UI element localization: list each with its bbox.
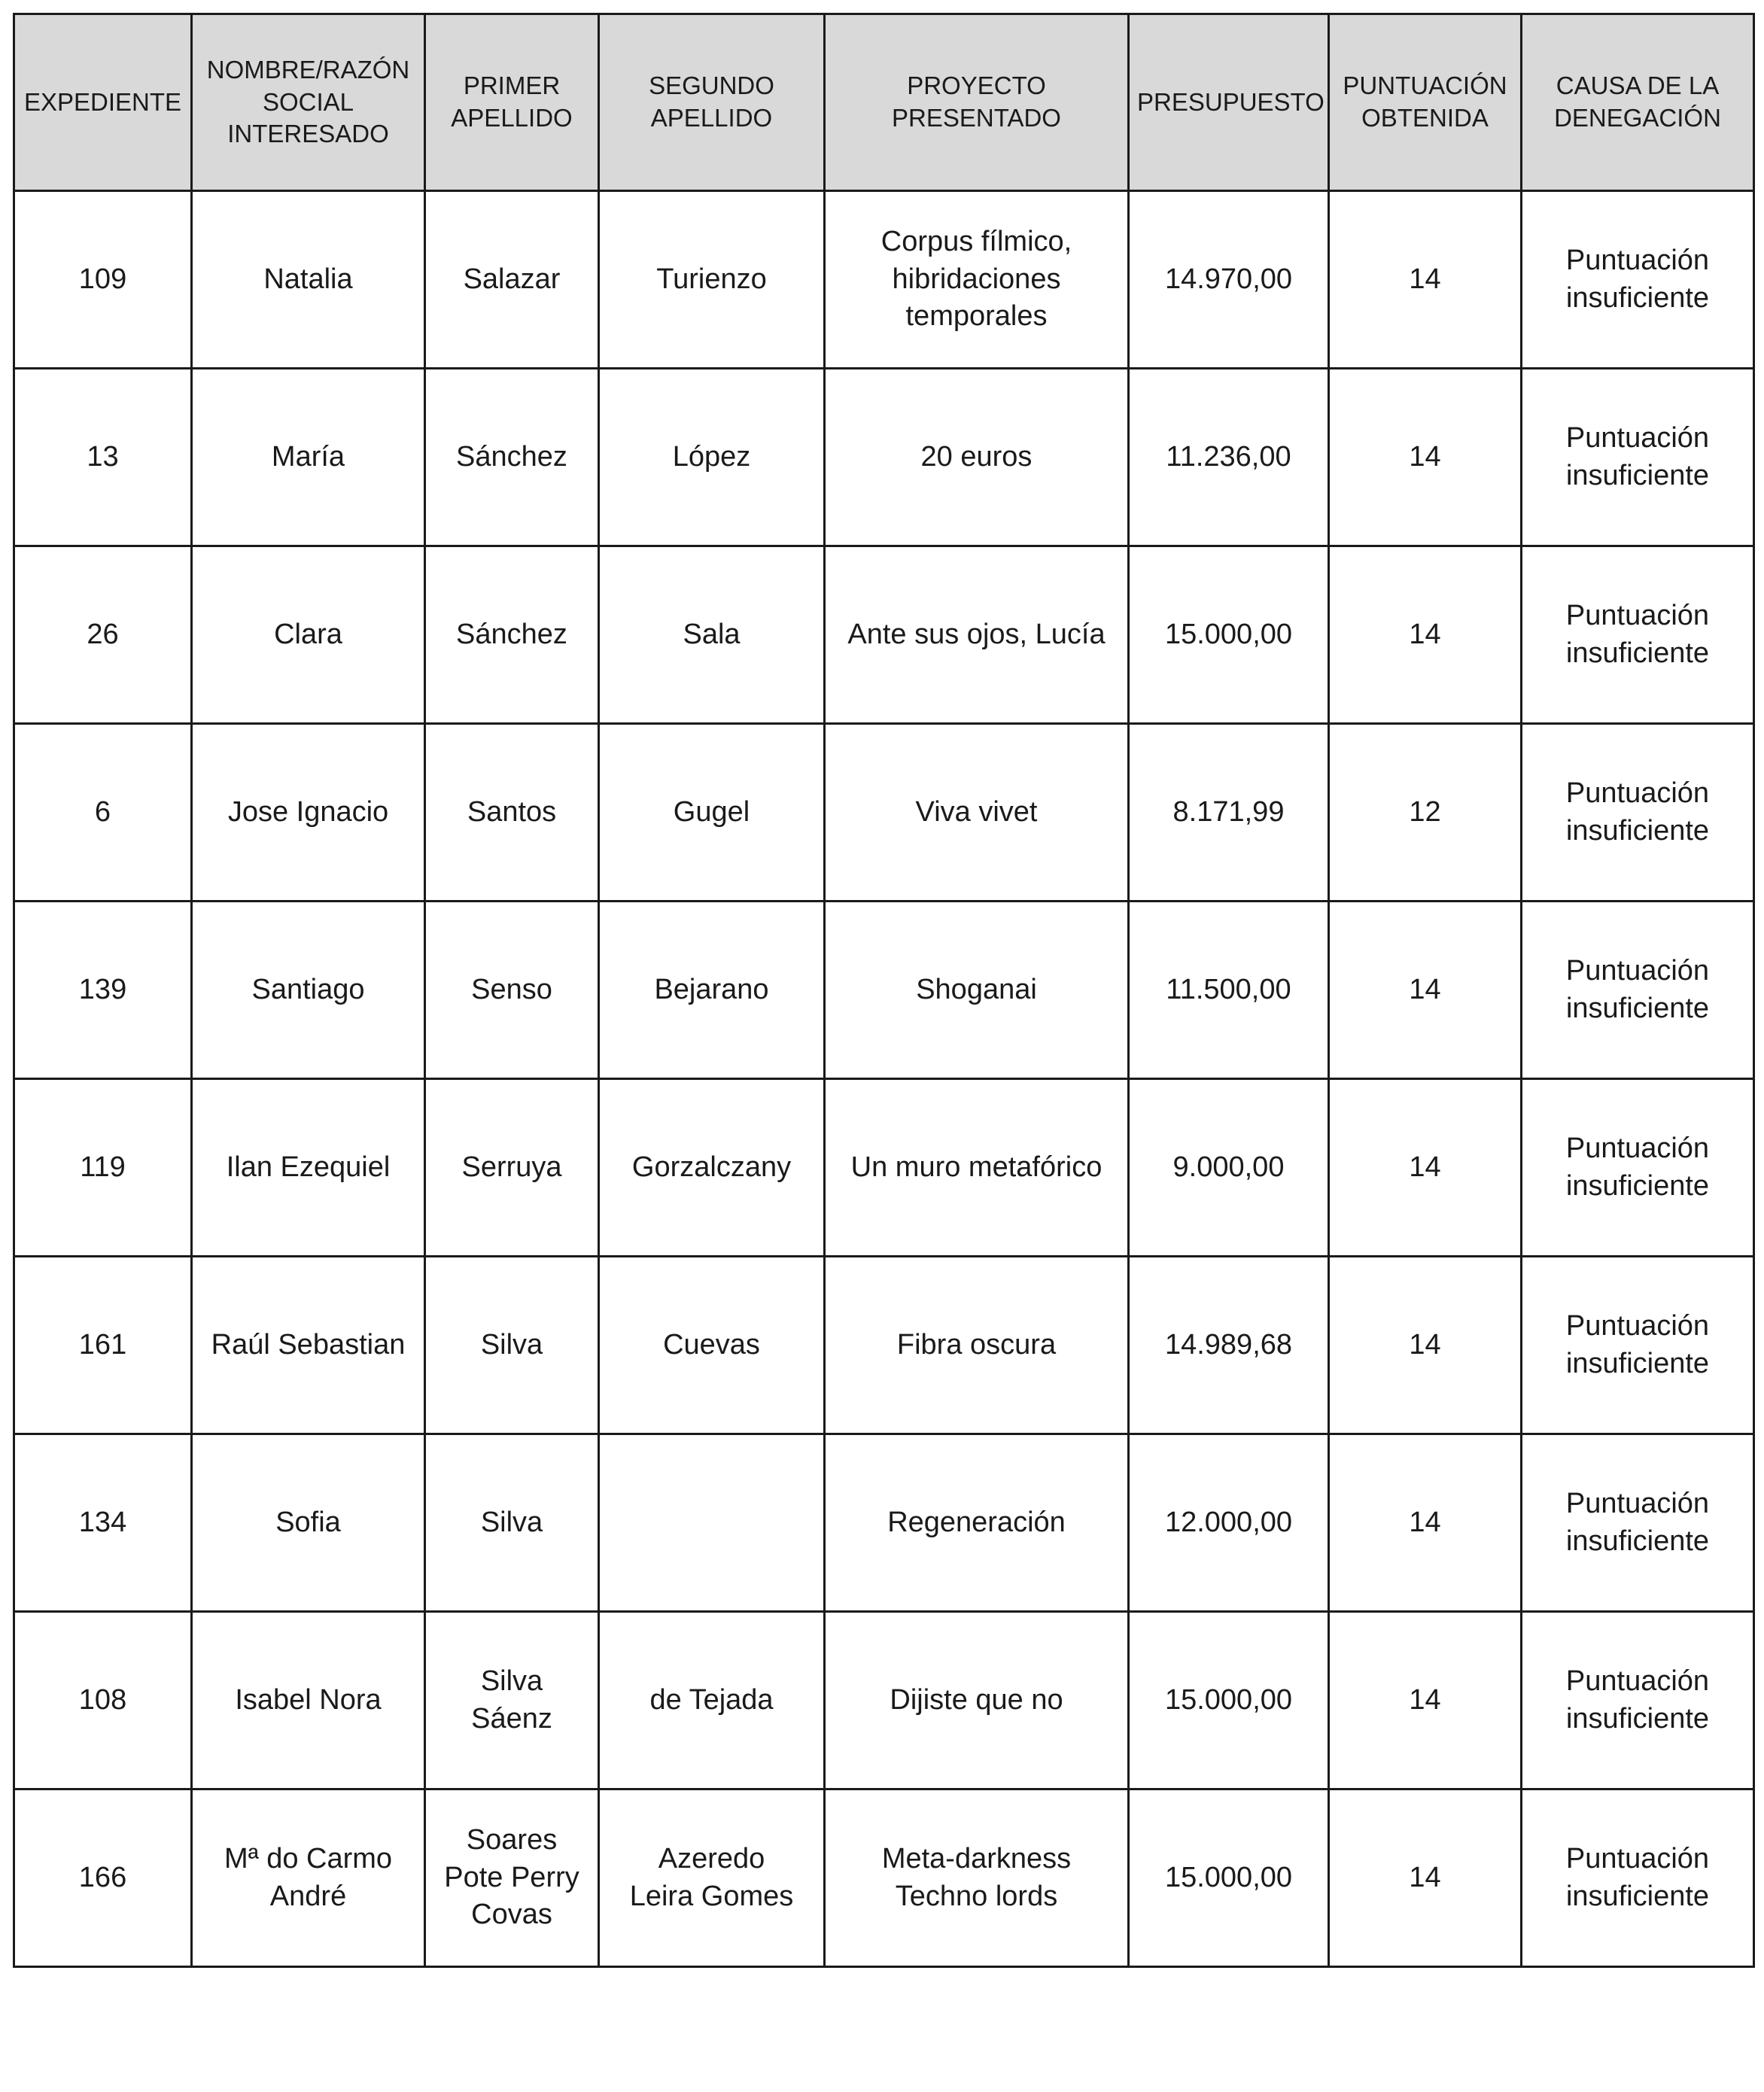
table-row bbox=[14, 724, 1754, 902]
table-row bbox=[14, 1612, 1754, 1789]
cell-causa: Puntuación insuficiente bbox=[1522, 1079, 1754, 1257]
cell-primer-apellido: Sánchez bbox=[425, 369, 599, 546]
cell-segundo-apellido: Sala bbox=[599, 546, 825, 724]
header-segundo-apellido: SEGUNDO APELLIDO bbox=[599, 14, 825, 191]
cell-presupuesto: 11.500,00 bbox=[1129, 902, 1329, 1079]
cell-proyecto: Meta-darkness Techno lords bbox=[825, 1789, 1129, 1967]
cell-primer-apellido: Soares Pote Perry Covas bbox=[425, 1789, 599, 1967]
cell-puntuacion: 14 bbox=[1329, 1612, 1522, 1789]
cell-expediente: 119 bbox=[14, 1079, 192, 1257]
header-puntuacion: PUNTUACIÓN OBTENIDA bbox=[1329, 14, 1522, 191]
cell-segundo-apellido: Bejarano bbox=[599, 902, 825, 1079]
cell-expediente: 166 bbox=[14, 1789, 192, 1967]
cell-presupuesto: 9.000,00 bbox=[1129, 1079, 1329, 1257]
cell-puntuacion: 14 bbox=[1329, 1257, 1522, 1434]
cell-presupuesto: 8.171,99 bbox=[1129, 724, 1329, 902]
table-row bbox=[14, 1434, 1754, 1612]
cell-nombre: Mª do Carmo André bbox=[192, 1789, 425, 1967]
cell-expediente: 109 bbox=[14, 191, 192, 369]
header-nombre: NOMBRE/RAZÓN SOCIAL INTERESADO bbox=[192, 14, 425, 191]
table-row bbox=[14, 1789, 1754, 1967]
cell-puntuacion: 14 bbox=[1329, 902, 1522, 1079]
cell-nombre: Ilan Ezequiel bbox=[192, 1079, 425, 1257]
cell-primer-apellido: Silva Sáenz bbox=[425, 1612, 599, 1789]
cell-puntuacion: 14 bbox=[1329, 191, 1522, 369]
denials-table bbox=[13, 13, 1755, 1968]
cell-expediente: 161 bbox=[14, 1257, 192, 1434]
cell-proyecto: Ante sus ojos, Lucía bbox=[825, 546, 1129, 724]
cell-primer-apellido: Salazar bbox=[425, 191, 599, 369]
cell-expediente: 13 bbox=[14, 369, 192, 546]
cell-nombre: Raúl Sebastian bbox=[192, 1257, 425, 1434]
cell-presupuesto: 11.236,00 bbox=[1129, 369, 1329, 546]
cell-causa: Puntuación insuficiente bbox=[1522, 1434, 1754, 1612]
cell-causa: Puntuación insuficiente bbox=[1522, 1257, 1754, 1434]
cell-puntuacion: 14 bbox=[1329, 1079, 1522, 1257]
cell-primer-apellido: Silva bbox=[425, 1257, 599, 1434]
cell-puntuacion: 14 bbox=[1329, 546, 1522, 724]
table-row bbox=[14, 1079, 1754, 1257]
cell-presupuesto: 15.000,00 bbox=[1129, 1789, 1329, 1967]
cell-puntuacion: 12 bbox=[1329, 724, 1522, 902]
cell-primer-apellido: Santos bbox=[425, 724, 599, 902]
cell-causa: Puntuación insuficiente bbox=[1522, 1612, 1754, 1789]
cell-presupuesto: 15.000,00 bbox=[1129, 546, 1329, 724]
cell-segundo-apellido: Gugel bbox=[599, 724, 825, 902]
header-presupuesto: PRESUPUESTO bbox=[1129, 14, 1329, 191]
cell-primer-apellido: Sánchez bbox=[425, 546, 599, 724]
cell-causa: Puntuación insuficiente bbox=[1522, 546, 1754, 724]
cell-presupuesto: 15.000,00 bbox=[1129, 1612, 1329, 1789]
cell-causa: Puntuación insuficiente bbox=[1522, 1789, 1754, 1967]
cell-expediente: 26 bbox=[14, 546, 192, 724]
cell-causa: Puntuación insuficiente bbox=[1522, 724, 1754, 902]
cell-segundo-apellido: López bbox=[599, 369, 825, 546]
cell-nombre: Santiago bbox=[192, 902, 425, 1079]
cell-nombre: Natalia bbox=[192, 191, 425, 369]
cell-causa: Puntuación insuficiente bbox=[1522, 902, 1754, 1079]
table-row bbox=[14, 902, 1754, 1079]
cell-nombre: Jose Ignacio bbox=[192, 724, 425, 902]
header-row bbox=[14, 14, 1754, 191]
header-primer-apellido: PRIMER APELLIDO bbox=[425, 14, 599, 191]
cell-segundo-apellido bbox=[599, 1434, 825, 1612]
cell-causa: Puntuación insuficiente bbox=[1522, 191, 1754, 369]
cell-nombre: María bbox=[192, 369, 425, 546]
cell-puntuacion: 14 bbox=[1329, 1789, 1522, 1967]
cell-segundo-apellido: Cuevas bbox=[599, 1257, 825, 1434]
cell-presupuesto: 12.000,00 bbox=[1129, 1434, 1329, 1612]
header-expediente: EXPEDIENTE bbox=[14, 14, 192, 191]
cell-segundo-apellido: Turienzo bbox=[599, 191, 825, 369]
table-row bbox=[14, 1257, 1754, 1434]
cell-segundo-apellido: de Tejada bbox=[599, 1612, 825, 1789]
cell-expediente: 134 bbox=[14, 1434, 192, 1612]
table-row bbox=[14, 191, 1754, 369]
cell-nombre: Isabel Nora bbox=[192, 1612, 425, 1789]
cell-proyecto: Fibra oscura bbox=[825, 1257, 1129, 1434]
cell-expediente: 139 bbox=[14, 902, 192, 1079]
cell-presupuesto: 14.970,00 bbox=[1129, 191, 1329, 369]
cell-segundo-apellido: Azeredo Leira Gomes bbox=[599, 1789, 825, 1967]
cell-proyecto: Dijiste que no bbox=[825, 1612, 1129, 1789]
table-row bbox=[14, 369, 1754, 546]
header-proyecto: PROYECTO PRESENTADO bbox=[825, 14, 1129, 191]
cell-proyecto: Regeneración bbox=[825, 1434, 1129, 1612]
cell-expediente: 108 bbox=[14, 1612, 192, 1789]
cell-proyecto: Corpus fílmico, hibridaciones temporales bbox=[825, 191, 1129, 369]
cell-presupuesto: 14.989,68 bbox=[1129, 1257, 1329, 1434]
cell-proyecto: Viva vivet bbox=[825, 724, 1129, 902]
cell-primer-apellido: Silva bbox=[425, 1434, 599, 1612]
cell-segundo-apellido: Gorzalczany bbox=[599, 1079, 825, 1257]
cell-proyecto: Shoganai bbox=[825, 902, 1129, 1079]
cell-causa: Puntuación insuficiente bbox=[1522, 369, 1754, 546]
cell-primer-apellido: Senso bbox=[425, 902, 599, 1079]
cell-proyecto: 20 euros bbox=[825, 369, 1129, 546]
cell-nombre: Sofia bbox=[192, 1434, 425, 1612]
cell-puntuacion: 14 bbox=[1329, 369, 1522, 546]
header-causa: CAUSA DE LA DENEGACIÓN bbox=[1522, 14, 1754, 191]
cell-nombre: Clara bbox=[192, 546, 425, 724]
cell-expediente: 6 bbox=[14, 724, 192, 902]
cell-puntuacion: 14 bbox=[1329, 1434, 1522, 1612]
cell-primer-apellido: Serruya bbox=[425, 1079, 599, 1257]
cell-proyecto: Un muro metafórico bbox=[825, 1079, 1129, 1257]
table-row bbox=[14, 546, 1754, 724]
